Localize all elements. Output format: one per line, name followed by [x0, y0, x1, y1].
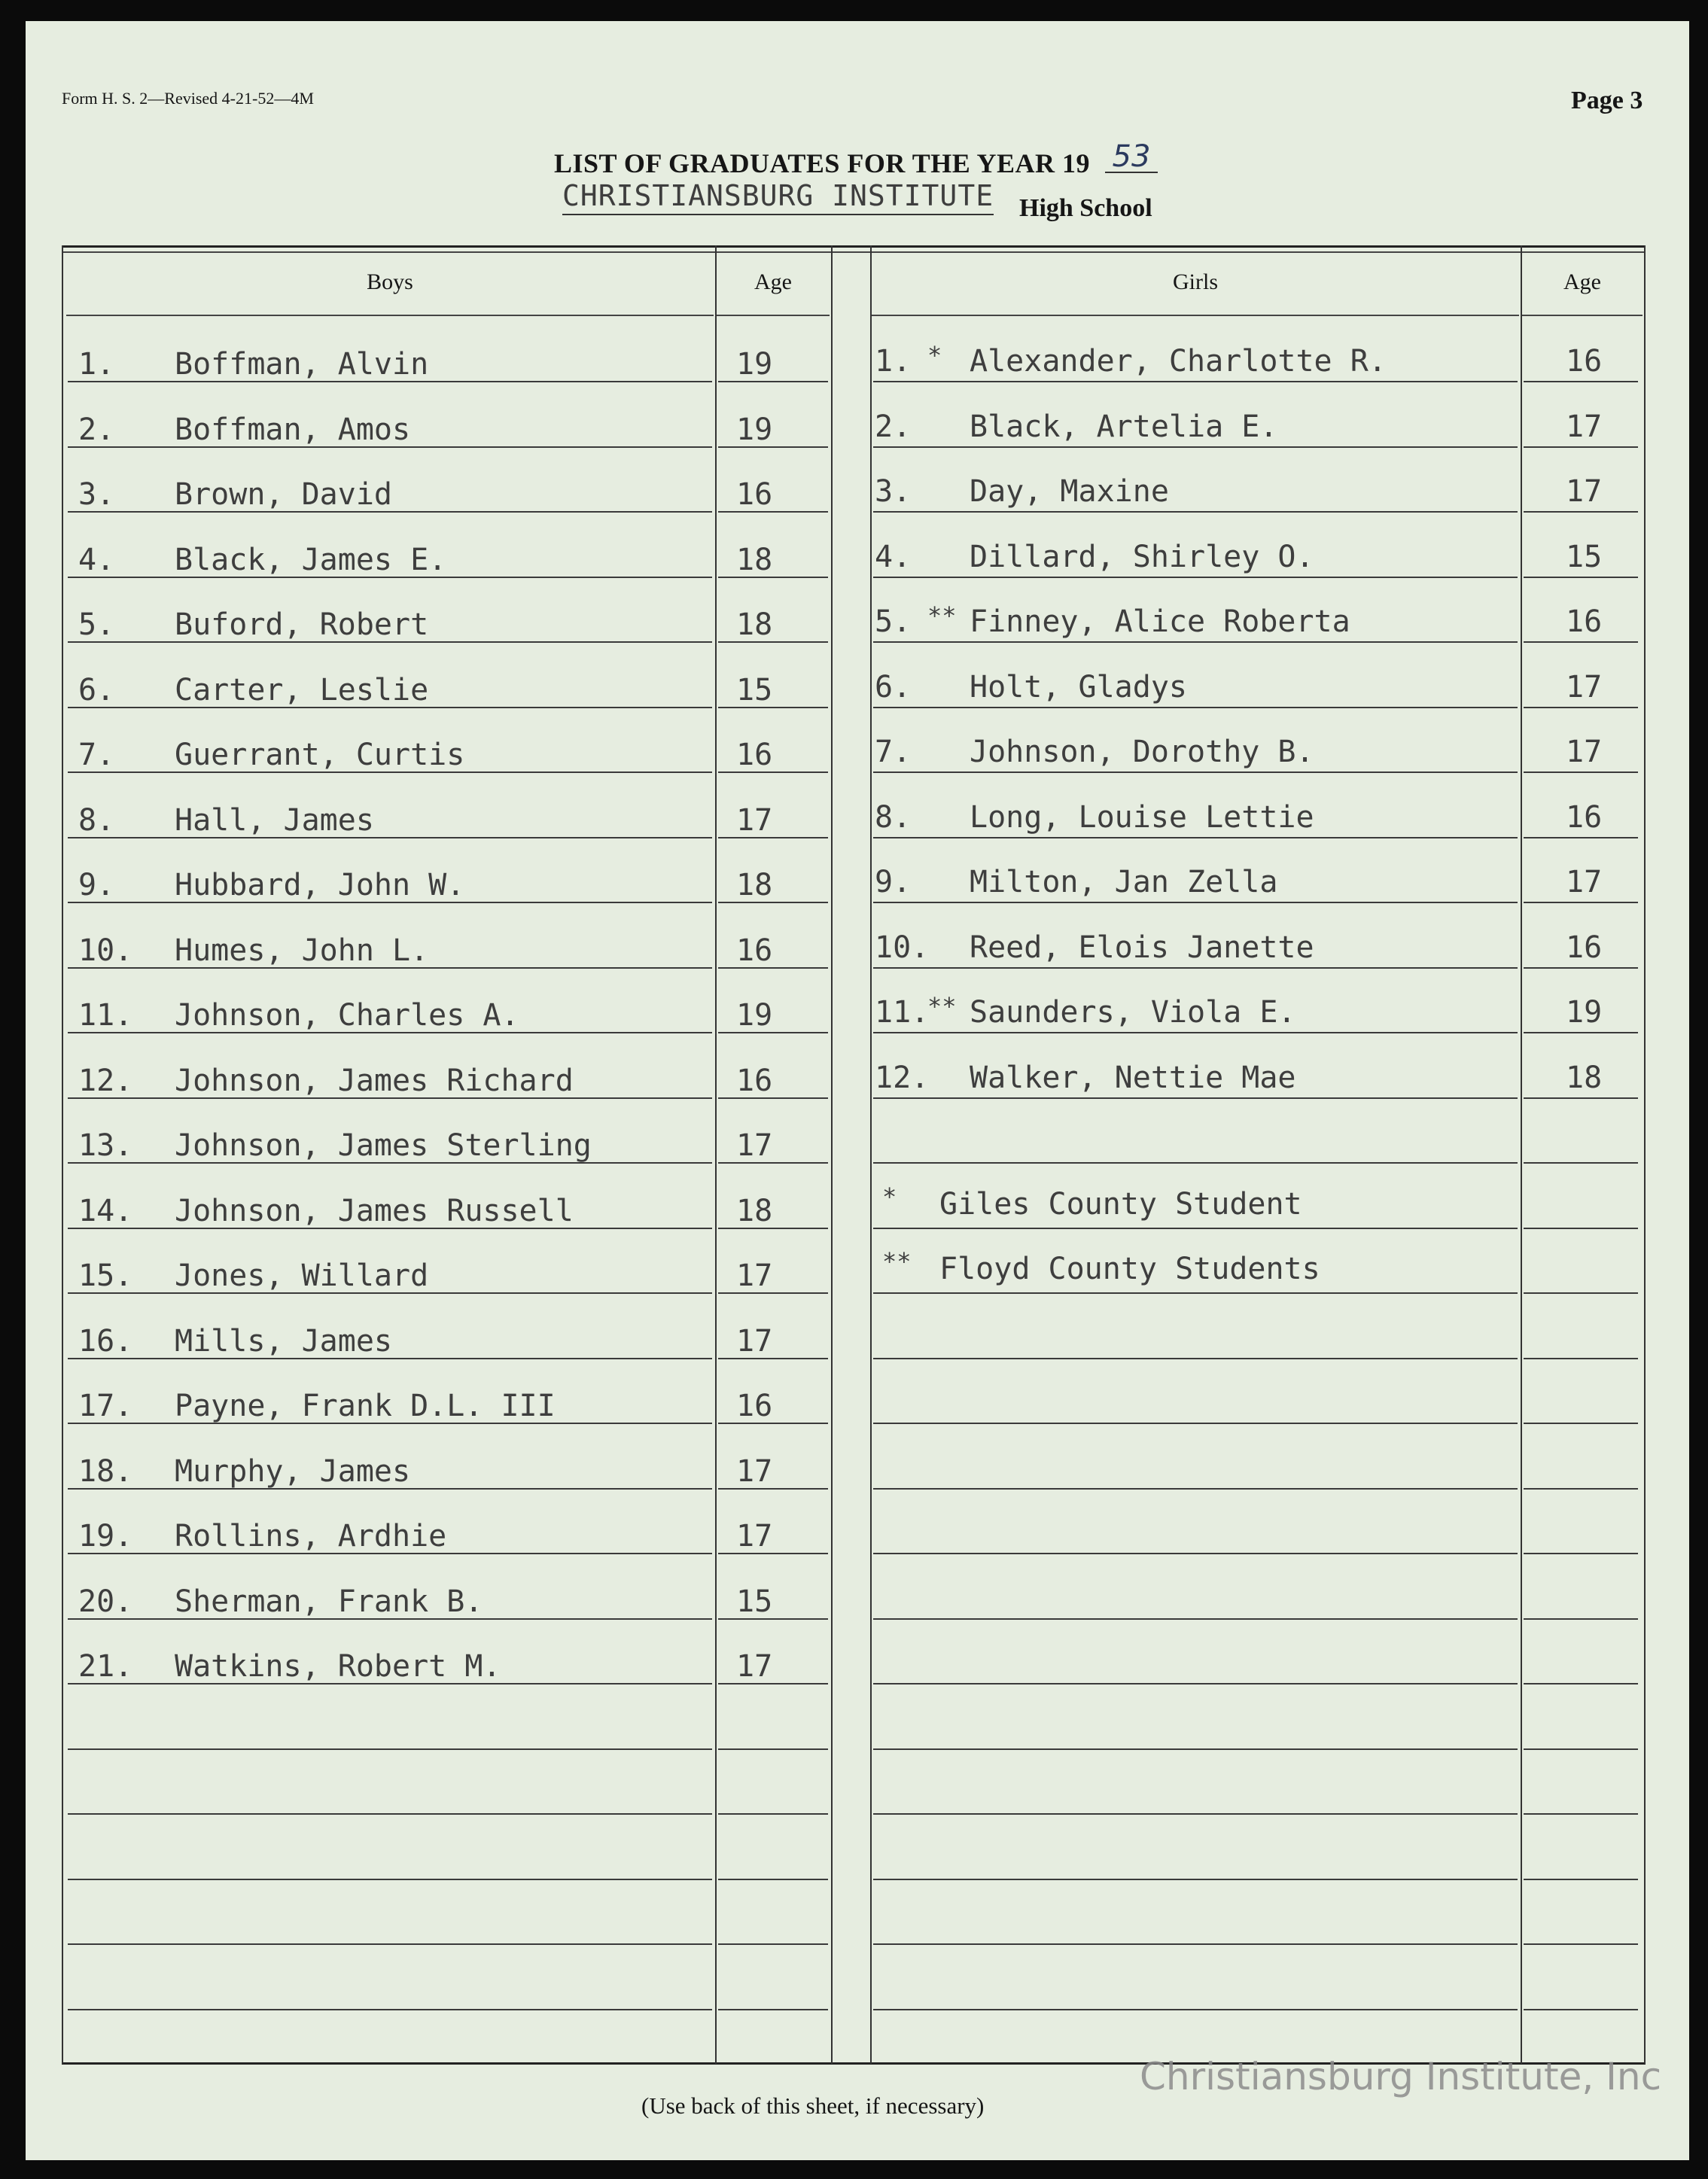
table-left-border — [62, 245, 63, 2064]
girl-number: 1. — [875, 344, 912, 379]
girl-age: 17 — [1566, 409, 1603, 444]
ruled-line — [1524, 707, 1638, 708]
girl-age: 17 — [1566, 735, 1603, 769]
boy-age: 17 — [736, 1258, 773, 1293]
boy-name: Boffman, Alvin — [175, 347, 429, 382]
girl-number: 7. — [875, 735, 912, 769]
boy-age: 16 — [736, 738, 773, 772]
boy-number: 14. — [78, 1194, 133, 1228]
header-underline — [717, 315, 830, 316]
boy-name: Mills, James — [175, 1324, 392, 1359]
ruled-line — [873, 1943, 1518, 1945]
boy-age: 19 — [736, 412, 773, 447]
ruled-line — [68, 1879, 712, 1880]
boy-name: Payne, Frank D.L. III — [175, 1389, 556, 1423]
boy-number: 15. — [78, 1258, 133, 1293]
ruled-line — [1524, 1813, 1638, 1815]
boy-age: 17 — [736, 1454, 773, 1489]
boy-number: 20. — [78, 1584, 133, 1619]
ruled-line — [1524, 1943, 1638, 1945]
ruled-line — [68, 1813, 712, 1815]
boy-name: Carter, Leslie — [175, 673, 429, 708]
watermark: Christiansburg Institute, Inc — [1140, 2055, 1662, 2098]
girl-name: Dillard, Shirley O. — [970, 540, 1314, 574]
boy-age: 17 — [736, 1649, 773, 1684]
girl-number: 3. — [875, 474, 912, 509]
girl-age: 17 — [1566, 865, 1603, 899]
ruled-line — [873, 1292, 1518, 1294]
girl-name: Johnson, Dorothy B. — [970, 735, 1314, 769]
boy-number: 7. — [78, 738, 115, 772]
boy-age: 17 — [736, 1324, 773, 1359]
school-name: CHRISTIANSBURG INSTITUTE — [562, 179, 994, 215]
boy-age: 18 — [736, 607, 773, 642]
ruled-line — [718, 577, 828, 578]
ruled-line — [1524, 446, 1638, 448]
girl-age: 18 — [1566, 1061, 1603, 1095]
table-right-border — [1644, 245, 1646, 2064]
page-number: Page 3 — [1571, 87, 1643, 114]
boy-name: Buford, Robert — [175, 607, 429, 642]
boy-age: 16 — [736, 1389, 773, 1423]
boys-age-header: Age — [754, 269, 792, 294]
ruled-line — [718, 1879, 828, 1880]
girl-number: 9. — [875, 865, 912, 899]
ruled-line — [718, 2009, 828, 2010]
ruled-line — [718, 1813, 828, 1815]
table-top-border — [62, 245, 1646, 248]
boy-name: Rollins, Ardhie — [175, 1519, 447, 1554]
ruled-line — [873, 1228, 1518, 1229]
note-text: Giles County Student — [939, 1187, 1302, 1222]
boy-number: 13. — [78, 1128, 133, 1163]
boy-age: 16 — [736, 1064, 773, 1098]
ruled-line — [1524, 641, 1638, 643]
girl-age: 16 — [1566, 344, 1603, 379]
ruled-line — [718, 1358, 828, 1359]
center-divider-left — [831, 245, 833, 2064]
girl-age: 17 — [1566, 474, 1603, 509]
girl-number: 11. — [875, 995, 930, 1030]
girl-name: Alexander, Charlotte R. — [970, 344, 1387, 379]
ruled-line — [1524, 1358, 1638, 1359]
girl-number: 12. — [875, 1061, 930, 1095]
girls-age-divider — [1521, 245, 1522, 2064]
boy-name: Guerrant, Curtis — [175, 738, 465, 772]
girl-name: Saunders, Viola E. — [970, 995, 1296, 1030]
ruled-line — [1524, 1228, 1638, 1229]
ruled-line — [718, 902, 828, 903]
boy-name: Johnson, James Russell — [175, 1194, 574, 1228]
boy-age: 17 — [736, 1519, 773, 1554]
girl-number: 6. — [875, 670, 912, 705]
ruled-line — [718, 1943, 828, 1945]
ruled-line — [873, 1618, 1518, 1620]
ruled-line — [873, 1097, 1518, 1099]
ruled-line — [1524, 1423, 1638, 1424]
boy-number: 18. — [78, 1454, 133, 1489]
ruled-line — [718, 837, 828, 838]
boy-number: 10. — [78, 933, 133, 968]
girl-name: Holt, Gladys — [970, 670, 1187, 705]
ruled-line — [718, 1748, 828, 1750]
girl-age: 16 — [1566, 800, 1603, 835]
ruled-line — [718, 1162, 828, 1164]
ruled-line — [718, 641, 828, 643]
ruled-line — [718, 1097, 828, 1099]
girl-age: 16 — [1566, 930, 1603, 965]
girl-number: 5. — [875, 604, 912, 639]
boy-name: Humes, John L. — [175, 933, 429, 968]
ruled-line — [873, 1879, 1518, 1880]
ruled-line — [718, 1488, 828, 1490]
boy-name: Brown, David — [175, 477, 392, 512]
girl-mark: ** — [927, 601, 957, 630]
center-divider-right — [870, 245, 872, 2064]
boy-name: Boffman, Amos — [175, 412, 411, 447]
ruled-line — [68, 2009, 712, 2010]
ruled-line — [873, 1423, 1518, 1424]
header-underline — [872, 315, 1519, 316]
ruled-line — [873, 967, 1518, 969]
boy-name: Hall, James — [175, 803, 374, 838]
school-suffix: High School — [1019, 194, 1152, 222]
ruled-line — [1524, 771, 1638, 773]
boy-age: 18 — [736, 1194, 773, 1228]
ruled-line — [1524, 967, 1638, 969]
boy-number: 1. — [78, 347, 115, 382]
boy-age: 16 — [736, 477, 773, 512]
boy-number: 8. — [78, 803, 115, 838]
ruled-line — [1524, 837, 1638, 838]
ruled-line — [1524, 902, 1638, 903]
boy-age: 19 — [736, 998, 773, 1033]
boy-age: 17 — [736, 1128, 773, 1163]
girl-mark: * — [927, 341, 942, 370]
girl-name: Day, Maxine — [970, 474, 1169, 509]
ruled-line — [873, 1488, 1518, 1490]
year-handwritten: 53 — [1105, 142, 1158, 173]
boy-name: Jones, Willard — [175, 1258, 429, 1293]
ruled-line — [873, 2009, 1518, 2010]
boy-age: 16 — [736, 933, 773, 968]
ruled-line — [873, 381, 1518, 382]
boy-number: 9. — [78, 868, 115, 902]
ruled-line — [873, 641, 1518, 643]
boy-number: 17. — [78, 1389, 133, 1423]
boy-number: 11. — [78, 998, 133, 1033]
ruled-line — [873, 1748, 1518, 1750]
boys-column-header: Boys — [367, 269, 413, 294]
ruled-line — [1524, 1683, 1638, 1684]
boy-number: 21. — [78, 1649, 133, 1684]
girl-number: 4. — [875, 540, 912, 574]
ruled-line — [718, 1292, 828, 1294]
ruled-line — [873, 446, 1518, 448]
ruled-line — [1524, 2009, 1638, 2010]
note-text: Floyd County Students — [939, 1252, 1320, 1286]
ruled-line — [718, 1228, 828, 1229]
ruled-line — [718, 1683, 828, 1684]
ruled-line — [873, 1553, 1518, 1554]
header-underline — [66, 315, 714, 316]
ruled-line — [1524, 1488, 1638, 1490]
boy-age: 19 — [736, 347, 773, 382]
ruled-line — [873, 577, 1518, 578]
ruled-line — [1524, 577, 1638, 578]
ruled-line — [873, 707, 1518, 708]
ruled-line — [1524, 1553, 1638, 1554]
ruled-line — [873, 1683, 1518, 1684]
girl-number: 2. — [875, 409, 912, 444]
ruled-line — [718, 1618, 828, 1620]
girl-age: 19 — [1566, 995, 1603, 1030]
girl-age: 17 — [1566, 670, 1603, 705]
girl-name: Black, Artelia E. — [970, 409, 1278, 444]
girl-number: 10. — [875, 930, 930, 965]
girls-column-header: Girls — [1173, 269, 1218, 294]
girl-age: 15 — [1566, 540, 1603, 574]
ruled-line — [718, 511, 828, 513]
ruled-line — [1524, 1879, 1638, 1880]
ruled-line — [1524, 511, 1638, 513]
girl-name: Finney, Alice Roberta — [970, 604, 1350, 639]
document-title: LIST OF GRADUATES FOR THE YEAR 19 — [554, 148, 1090, 178]
girl-number: 8. — [875, 800, 912, 835]
ruled-line — [718, 771, 828, 773]
ruled-line — [873, 511, 1518, 513]
boy-age: 17 — [736, 803, 773, 838]
ruled-line — [873, 902, 1518, 903]
girl-name: Walker, Nettie Mae — [970, 1061, 1296, 1095]
ruled-line — [873, 771, 1518, 773]
ruled-line — [718, 381, 828, 382]
girl-name: Long, Louise Lettie — [970, 800, 1314, 835]
ruled-line — [1524, 1097, 1638, 1099]
boy-name: Sherman, Frank B. — [175, 1584, 483, 1619]
boy-number: 2. — [78, 412, 115, 447]
ruled-line — [873, 1358, 1518, 1359]
boy-age: 18 — [736, 543, 773, 577]
ruled-line — [1524, 1032, 1638, 1033]
boy-number: 12. — [78, 1064, 133, 1098]
header-underline — [1522, 315, 1643, 316]
ruled-line — [1524, 1292, 1638, 1294]
ruled-line — [873, 837, 1518, 838]
girl-age: 16 — [1566, 604, 1603, 639]
ruled-line — [1524, 381, 1638, 382]
boys-age-divider — [715, 245, 717, 2064]
ruled-line — [68, 1748, 712, 1750]
table-top-border-inner — [62, 251, 1646, 253]
ruled-line — [68, 837, 712, 838]
ruled-line — [873, 1032, 1518, 1033]
boy-age: 15 — [736, 673, 773, 708]
ruled-line — [718, 1553, 828, 1554]
form-id: Form H. S. 2—Revised 4-21-52—4M — [62, 89, 314, 108]
ruled-line — [1524, 1162, 1638, 1164]
girls-age-header: Age — [1563, 269, 1601, 294]
boy-name: Watkins, Robert M. — [175, 1649, 501, 1684]
boy-name: Black, James E. — [175, 543, 447, 577]
ruled-line — [718, 446, 828, 448]
boy-name: Murphy, James — [175, 1454, 411, 1489]
ruled-line — [873, 1162, 1518, 1164]
ruled-line — [1524, 1618, 1638, 1620]
boy-name: Johnson, James Richard — [175, 1064, 574, 1098]
boy-number: 6. — [78, 673, 115, 708]
ruled-line — [718, 1423, 828, 1424]
boy-number: 16. — [78, 1324, 133, 1359]
ruled-line — [873, 1813, 1518, 1815]
ruled-line — [1524, 1748, 1638, 1750]
boy-name: Johnson, Charles A. — [175, 998, 519, 1033]
girl-mark: ** — [927, 992, 957, 1021]
boy-number: 19. — [78, 1519, 133, 1554]
note-mark: * — [882, 1182, 897, 1211]
ruled-line — [718, 967, 828, 969]
girl-name: Milton, Jan Zella — [970, 865, 1278, 899]
boy-name: Johnson, James Sterling — [175, 1128, 592, 1163]
boy-age: 15 — [736, 1584, 773, 1619]
boy-number: 4. — [78, 543, 115, 577]
boy-number: 5. — [78, 607, 115, 642]
ruled-line — [718, 707, 828, 708]
ruled-line — [68, 1943, 712, 1945]
boy-age: 18 — [736, 868, 773, 902]
boy-number: 3. — [78, 477, 115, 512]
note-mark: ** — [882, 1247, 912, 1276]
footer-note: (Use back of this sheet, if necessary) — [641, 2092, 985, 2119]
ruled-line — [718, 1032, 828, 1033]
boy-name: Hubbard, John W. — [175, 868, 465, 902]
girl-name: Reed, Elois Janette — [970, 930, 1314, 965]
